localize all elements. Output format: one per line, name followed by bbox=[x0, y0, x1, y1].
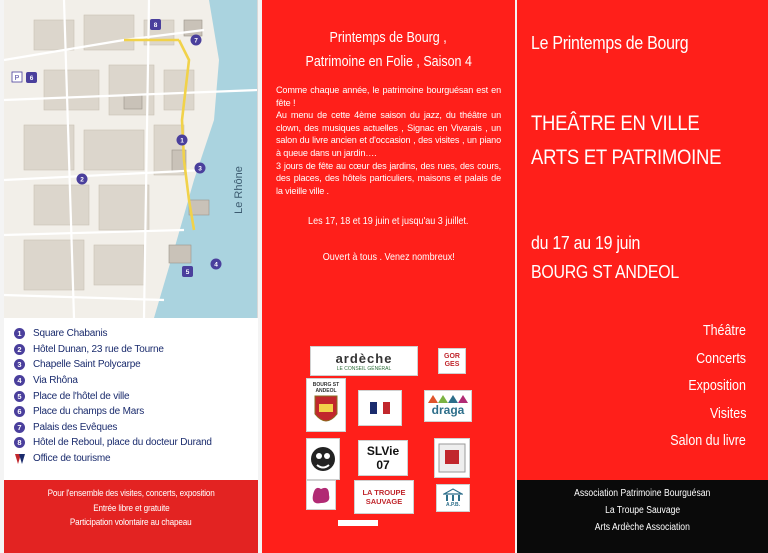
festival-heading-line-2: Patrimoine en Folie , Saison 4 bbox=[305, 54, 472, 70]
tourism-office-label: Office de tourisme bbox=[33, 453, 111, 465]
legend-label: Place de l'hôtel de ville bbox=[33, 390, 130, 402]
legend-label: Hôtel de Reboul, place du docteur Durand bbox=[33, 437, 212, 449]
map-legend bbox=[14, 326, 254, 466]
nct-logo[interactable] bbox=[434, 438, 470, 478]
legend-item[interactable] bbox=[14, 420, 254, 436]
description-paragraph-3: 3 jours de fête au cœur des jardins, des rues, des cours, des places, des hôtels particuliers, maisons et palais de la vieille ville . bbox=[276, 160, 501, 196]
legend-item[interactable] bbox=[14, 388, 254, 404]
map-marker-7[interactable] bbox=[191, 35, 202, 46]
organizer-3: Arts Ardèche Association bbox=[594, 522, 691, 533]
parking-icon bbox=[12, 72, 22, 82]
program-item: Salon du livre bbox=[670, 433, 746, 449]
marker-number: 1 bbox=[14, 328, 25, 339]
paint-splash-icon bbox=[309, 483, 333, 507]
program-item: Visites bbox=[709, 405, 746, 422]
legend-label: Via Rhôna bbox=[33, 375, 78, 387]
marker-number: 7 bbox=[14, 422, 25, 433]
right-panel bbox=[517, 0, 768, 553]
event-date-place bbox=[531, 228, 703, 286]
map-marker-2[interactable] bbox=[77, 174, 88, 185]
entry-info-line-3: Participation volontaire au chapeau bbox=[70, 517, 192, 528]
entry-info-line-1: Pour l'ensemble des visites, concerts, exposition bbox=[47, 488, 215, 499]
marker-number: 2 bbox=[14, 344, 25, 355]
svg-text:4: 4 bbox=[214, 261, 218, 269]
marker-number: 4 bbox=[14, 375, 25, 386]
svg-text:3: 3 bbox=[198, 165, 202, 173]
legend-label: Hôtel Dunan, 23 rue de Tourne bbox=[33, 343, 164, 355]
svg-text:1: 1 bbox=[180, 137, 184, 145]
map-marker-1[interactable] bbox=[177, 135, 188, 146]
ardeche-logo[interactable]: ardèche LE CONSEIL GÉNÉRAL bbox=[310, 346, 418, 376]
svg-text:6: 6 bbox=[29, 75, 34, 82]
legend-item[interactable] bbox=[14, 435, 254, 451]
legend-item[interactable] bbox=[14, 326, 254, 342]
coat-of-arms-icon bbox=[313, 394, 339, 428]
map-marker-6[interactable] bbox=[26, 72, 37, 83]
marker-number: 5 bbox=[14, 391, 25, 402]
map-marker-4[interactable] bbox=[211, 259, 222, 270]
legend-label: Chapelle Saint Polycarpe bbox=[33, 359, 141, 371]
draga-pattern-icon bbox=[428, 395, 468, 403]
marker-number: 6 bbox=[14, 406, 25, 417]
building-icon bbox=[443, 488, 463, 502]
event-title-line-1: THEÂTRE EN VILLE bbox=[531, 111, 700, 135]
svg-text:P: P bbox=[14, 75, 20, 82]
organizer-1: Association Patrimoine Bourguésan bbox=[574, 488, 711, 499]
program-item: Concerts bbox=[696, 350, 746, 367]
entry-info-banner bbox=[4, 480, 258, 553]
festival-dates-text: Les 17, 18 et 19 juin et jusqu'au 3 juillet. bbox=[308, 215, 469, 228]
program-item: Exposition bbox=[688, 378, 746, 394]
town-map bbox=[4, 0, 258, 318]
legend-label: Place du champs de Mars bbox=[33, 406, 145, 418]
prefecture-logo[interactable] bbox=[358, 390, 402, 426]
event-title bbox=[531, 106, 752, 174]
gorges-logo[interactable]: GOR GES bbox=[438, 348, 466, 374]
map-marker-3[interactable] bbox=[195, 163, 206, 174]
clown-mask-logo[interactable] bbox=[306, 438, 340, 480]
legend-item[interactable] bbox=[14, 357, 254, 373]
map-marker-5[interactable] bbox=[182, 266, 193, 277]
legend-item[interactable] bbox=[14, 373, 254, 389]
program-list bbox=[658, 318, 746, 456]
program-item: Théâtre bbox=[703, 323, 746, 339]
open-to-all-text: Ouvert à tous . Venez nombreux! bbox=[322, 251, 455, 264]
event-town: BOURG ST ANDEOL bbox=[531, 261, 679, 282]
marker-number: 8 bbox=[14, 437, 25, 448]
event-dates: du 17 au 19 juin bbox=[531, 232, 641, 253]
marker-number: 3 bbox=[14, 359, 25, 370]
legend-label: Palais des Evêques bbox=[33, 421, 118, 433]
map-graphic bbox=[4, 0, 258, 318]
svg-text:2: 2 bbox=[80, 176, 84, 184]
river-label: Le Rhône bbox=[233, 166, 245, 214]
tourism-office-icon bbox=[14, 453, 26, 465]
la-troupe-sauvage-logo[interactable]: LA TROUPE SAUVAGE bbox=[354, 480, 414, 514]
svg-text:8: 8 bbox=[153, 22, 158, 29]
bourg-st-andeol-logo[interactable]: BOURG ST ANDEOL bbox=[306, 378, 346, 432]
clown-face-icon bbox=[309, 441, 337, 477]
splash-logo[interactable] bbox=[306, 480, 336, 510]
description-paragraph-1: Comme chaque année, le patrimoine bourguésan est en fête ! bbox=[276, 85, 501, 108]
organizers-banner bbox=[517, 480, 768, 553]
theatre-emblem-icon bbox=[437, 442, 467, 474]
french-flag-icon bbox=[370, 402, 390, 414]
festival-description bbox=[276, 84, 501, 197]
festival-heading-line-1: Printemps de Bourg , bbox=[329, 30, 448, 46]
legend-item[interactable] bbox=[14, 404, 254, 420]
festival-heading bbox=[262, 26, 515, 74]
left-panel bbox=[4, 0, 258, 553]
middle-panel bbox=[262, 0, 515, 553]
slvie-07-logo[interactable]: SLVie 07 bbox=[358, 440, 408, 476]
legend-item[interactable] bbox=[14, 342, 254, 358]
svg-text:5: 5 bbox=[185, 269, 190, 276]
legend-item-tourism-office[interactable] bbox=[14, 451, 254, 467]
draga-logo[interactable]: draga bbox=[424, 390, 472, 422]
svg-text:7: 7 bbox=[194, 37, 198, 45]
event-brand: Le Printemps de Bourg bbox=[531, 32, 689, 53]
sponsor-logos bbox=[262, 342, 515, 553]
organizer-2: La Troupe Sauvage bbox=[604, 505, 681, 516]
map-marker-8[interactable] bbox=[150, 19, 161, 30]
apb-logo[interactable]: A.P.B. bbox=[436, 484, 470, 512]
small-logo-strip bbox=[338, 520, 378, 526]
entry-info-line-2: Entrée libre et gratuite bbox=[92, 502, 170, 514]
description-paragraph-2: Au menu de cette 4ème saison du jazz, du théâtre un clown, des musiques actuelles , Signac en Vivarais , un salon du livre ancien et d'occasion , des visites , un piano à queue dans un jardin…. bbox=[276, 110, 501, 158]
event-title-line-2: ARTS ET PATRIMOINE bbox=[531, 145, 722, 169]
legend-label: Square Chabanis bbox=[33, 328, 108, 340]
